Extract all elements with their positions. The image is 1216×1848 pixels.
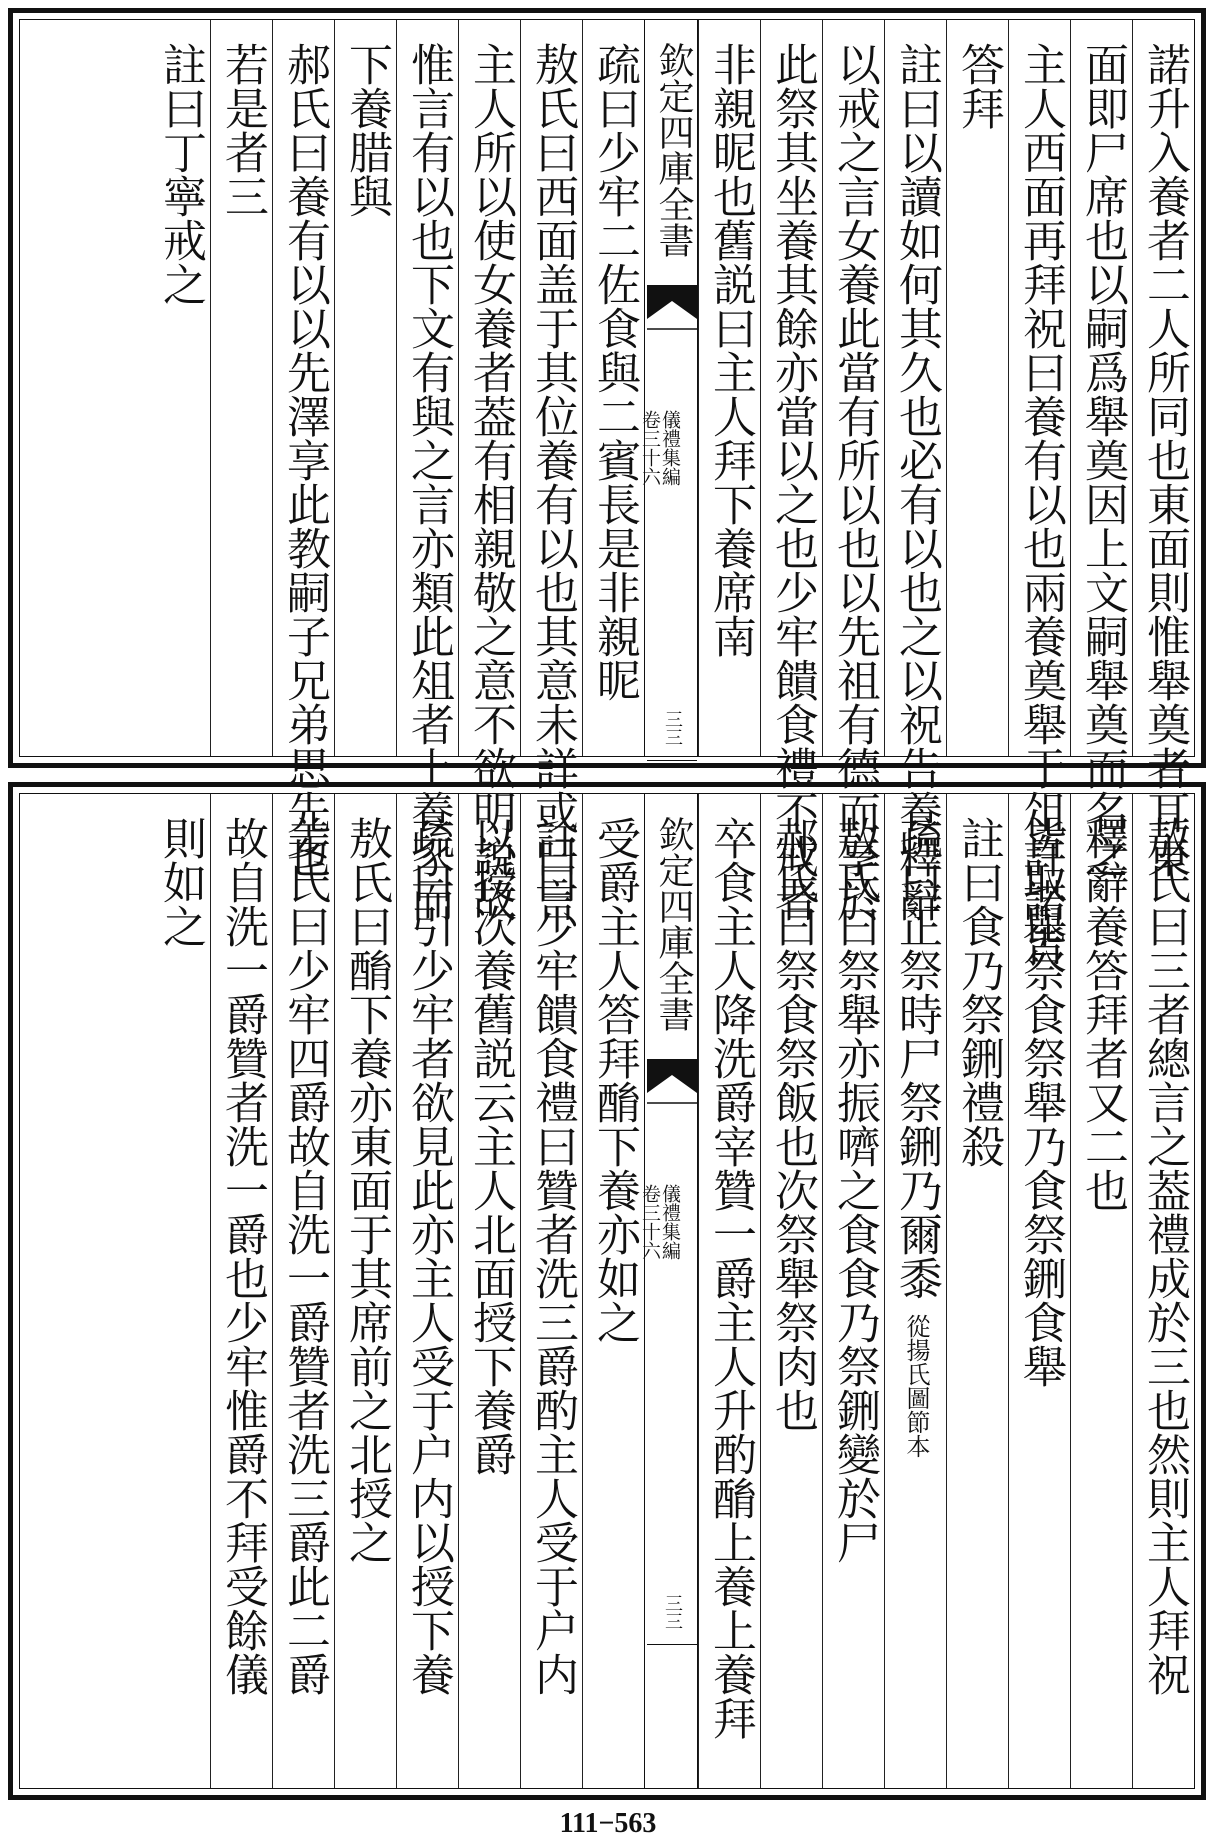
text-column: 主人所以使女養者葢有相親敬之意不欲明説故 (458, 20, 520, 756)
text-column: 若是者三 (210, 20, 272, 756)
fish-tail-mark-icon (645, 285, 699, 345)
banxin-divider (647, 760, 697, 761)
text-column: 皆取舉祭食祭舉乃食祭鉶食舉 (1008, 794, 1070, 1788)
text-column: 敖氏曰三者總言之葢禮成於三也然則主人拜祝 (1132, 794, 1194, 1788)
banxin-page-number: 三三 (662, 710, 683, 746)
text-column: 則如之 (155, 816, 206, 948)
text-column: 此祭其坐養其餘亦當以之也少牢饋食禮不戒者 (760, 20, 822, 756)
text-column: 疏曰少牢二佐食與二賓長是非親昵 (582, 20, 644, 756)
banxin-juan: 卷三十六 (639, 1184, 661, 1260)
text-column: 疏曰引少牢者欲見此亦主人受于户内以授下養 (396, 794, 458, 1788)
text-column: 郝氏曰養有以以先澤享此教嗣子兄弟思先也 (272, 20, 334, 756)
text-column-main: 疏曰正祭時尸祭鉶乃爾黍 (891, 816, 942, 1300)
text-column: 註曰食乃祭鉶禮殺 (946, 794, 1008, 1788)
banxin-center-strip (639, 794, 698, 1788)
text-column: 註曰丁寧戒之 (155, 42, 206, 306)
bottom-page-columns (19, 793, 1195, 1789)
fish-tail-mark-icon (645, 1059, 699, 1119)
page-number: 111−563 (559, 1808, 657, 1839)
banxin-book-name: 儀禮集編 (659, 410, 681, 486)
text-column: 以授次養舊説云主人北面授下養爵 (458, 794, 520, 1788)
text-column: 註曰少牢饋食禮曰贊者洗三爵酌主人受于户内 (520, 794, 582, 1788)
text-column: 郝氏曰祭食祭飯也次祭舉祭肉也 (760, 794, 822, 1788)
text-column: 卒食主人降洗爵宰贊一爵主人升酌酳上養上養拜 (698, 794, 760, 1788)
text-column: 諾升入養者二人所同也東面則惟舉奠者耳東 (1132, 20, 1194, 756)
banxin-book-name: 儀禮集編 (659, 1184, 681, 1260)
text-column: 釋辭養答拜者又二也 (1070, 794, 1132, 1788)
text-column: 主人西面再拜祝曰養有以也兩養奠舉于俎許諾皆 (1008, 20, 1070, 756)
interlinear-note (903, 1314, 929, 1458)
bottom-page-frame (8, 782, 1206, 1800)
banxin-page-number: 三三 (662, 1594, 683, 1630)
banxin-juan: 卷三十六 (639, 410, 661, 486)
banxin-center-strip (639, 20, 698, 756)
text-column: 非親昵也舊説曰主人拜下養席南 (698, 20, 760, 756)
text-column: 受爵主人答拜酳下養亦如之 (582, 794, 644, 1788)
banxin-divider (647, 1644, 697, 1645)
text-column: 以戒之言女養此當有所以也以先祖有德而享於 (822, 20, 884, 756)
interlinear-note-a: 從揚氏 (902, 1314, 930, 1386)
text-column: 下養腊與 (334, 20, 396, 756)
text-column: 敖氏曰祭舉亦振嚌之食食乃祭鉶變於尸 (822, 794, 884, 1788)
text-column: 故自洗一爵贊者洗一爵也少牢惟爵不拜受餘儀 (210, 794, 272, 1788)
banxin-title: 欽定四庫全書 (653, 42, 694, 258)
interlinear-note-b: 圖節本 (902, 1386, 930, 1458)
banxin-title: 欽定四庫全書 (653, 816, 694, 1032)
text-column: 敖氏曰酳下養亦東面于其席前之北授之 (334, 794, 396, 1788)
text-column: 面即尸席也以嗣爲舉奠因上文嗣舉奠而名之 (1070, 20, 1132, 756)
text-column: 答拜 (946, 20, 1008, 756)
text-column: 註曰以讀如何其久也必有以也之以祝告養釋辭 (884, 20, 946, 756)
text-column: 敖氏曰西面盖于其位養有以也其意未詳或曰言 (520, 20, 582, 756)
text-column: 惟言有以也下文有與之言亦類此俎者上養豕而 (396, 20, 458, 756)
text-column: 姜氏曰少牢四爵故自洗一爵贊者洗三爵此二爵 (272, 794, 334, 1788)
text-column-with-note (884, 794, 946, 1788)
